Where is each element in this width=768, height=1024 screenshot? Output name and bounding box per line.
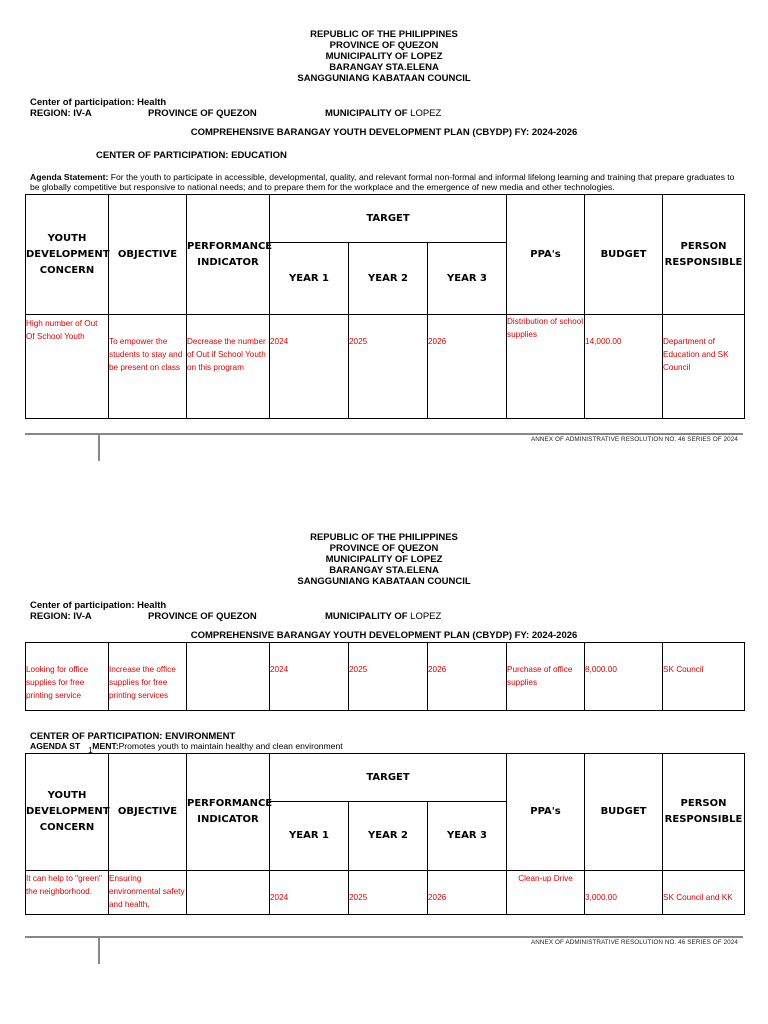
header-municipality: MUNICIPALITY OF LOPEZ (325, 554, 443, 565)
table-row (26, 643, 745, 711)
cell-ppas: Purchase of office supplies (507, 643, 585, 711)
cell-year2: 2025 (349, 643, 428, 711)
plan-title: COMPREHENSIVE BARANGAY YOUTH DEVELOPMENT PLAN (CBYDP) FY: 2024-2026 (190, 630, 578, 641)
agenda-statement-environment: AGENDA ST MENT:Promotes youth to maintain healthy and clean environment (30, 741, 343, 751)
header-municipality: MUNICIPALITY OF LOPEZ (325, 51, 443, 62)
cell-year3: 2026 (428, 643, 507, 711)
continued-table (25, 642, 745, 711)
cell-objective: Ensuring environmental safety and health, (109, 871, 187, 915)
col-year3: YEAR 3 (428, 802, 507, 871)
cell-person: SK Council (663, 643, 745, 711)
cell-year1: 2024 (270, 871, 349, 915)
section-title-environment: CENTER OF PARTICIPATION: ENVIRONMENT (30, 731, 236, 742)
cell-budget: 3,000.00 (585, 871, 663, 915)
footer-annex: ANNEX OF ADMINISTRATIVE RESOLUTION NO. 46 SERIES OF 2024 (530, 436, 738, 443)
footer-annex: ANNEX OF ADMINISTRATIVE RESOLUTION NO. 46 SERIES OF 2024 (530, 939, 738, 946)
plan-title: COMPREHENSIVE BARANGAY YOUTH DEVELOPMENT PLAN (CBYDP) FY: 2024-2026 (190, 127, 578, 138)
col-objective: OBJECTIVE (109, 195, 187, 315)
cell-indicator (187, 643, 270, 711)
cell-concern: Looking for office supplies for free printing service (26, 643, 109, 711)
col-year1: YEAR 1 (270, 243, 349, 315)
cell-year3: 2026 (428, 315, 507, 419)
cell-concern: It can help to "green" the neighborhood. (26, 871, 109, 915)
center-of-participation-label: Center of participation: Health (30, 600, 167, 611)
col-year2: YEAR 2 (349, 243, 428, 315)
col-ppas: PPA's (507, 195, 585, 315)
cell-budget: 8,000.00 (585, 643, 663, 711)
col-ppas: PPA's (507, 754, 585, 871)
agenda-statement-education: Agenda Statement: For the youth to participate in accessible, developmental, quality, and relevant formal non-formal and informal lifelong learning and training that prepare graduates to be globally competitive but responsive to national needs; and to prepare them for the workplace and the emergence of new media and other technologies. (30, 172, 735, 192)
col-person-responsible: PERSON RESPONSIBLE (663, 195, 745, 315)
municipality-label: MUNICIPALITY OF LOPEZ (325, 108, 442, 119)
cell-budget: 14,000.00 (585, 315, 663, 419)
col-target: TARGET (270, 195, 507, 243)
table-row (26, 871, 745, 915)
province-label: PROVINCE OF QUEZON (148, 108, 257, 119)
header-republic: REPUBLIC OF THE PHILIPPINES (310, 532, 458, 543)
cell-person: SK Council and KK (663, 871, 745, 915)
cell-year3: 2026 (428, 871, 507, 915)
col-objective: OBJECTIVE (109, 754, 187, 871)
col-budget: BUDGET (585, 195, 663, 315)
cell-ppas: Clean-up Drive (507, 871, 585, 915)
page-number: 1 (88, 745, 93, 755)
col-budget: BUDGET (585, 754, 663, 871)
cell-objective: To empower the students to stay and be present on class (109, 315, 187, 419)
cell-year1: 2024 (270, 643, 349, 711)
cell-person: Department of Education and SK Council (663, 315, 745, 419)
header-council: SANGGUNIANG KABATAAN COUNCIL (297, 73, 471, 84)
header-province: PROVINCE OF QUEZON (329, 543, 439, 554)
province-label: PROVINCE OF QUEZON (148, 611, 257, 622)
header-barangay: BARANGAY STA.ELENA (329, 62, 439, 73)
col-youth-concern: YOUTH DEVELOPMENT CONCERN (26, 754, 109, 871)
col-year1: YEAR 1 (270, 802, 349, 871)
header-province: PROVINCE OF QUEZON (329, 40, 439, 51)
cell-ppas: Distribution of school supplies (507, 315, 585, 419)
cell-year1: 2024 (270, 315, 349, 419)
section-title-education: CENTER OF PARTICIPATION: EDUCATION (96, 150, 287, 161)
cell-concern: High number of Out Of School Youth (26, 315, 109, 419)
page1-header (0, 29, 768, 84)
environment-table (25, 753, 745, 915)
footer-divider (25, 936, 743, 938)
cell-indicator (187, 871, 270, 915)
col-performance-indicator: PERFORMANCE INDICATOR (187, 195, 270, 315)
header-republic: REPUBLIC OF THE PHILIPPINES (310, 29, 458, 40)
region-label: REGION: IV-A (30, 108, 92, 119)
region-label: REGION: IV-A (30, 611, 92, 622)
footer-tick (98, 938, 100, 964)
col-youth-concern: YOUTH DEVELOPMENT CONCERN (26, 195, 109, 315)
col-person-responsible: PERSON RESPONSIBLE (663, 754, 745, 871)
footer-divider (25, 433, 743, 435)
col-performance-indicator: PERFORMANCE INDICATOR (187, 754, 270, 871)
cell-objective: Increase the office supplies for free printing services (109, 643, 187, 711)
header-barangay: BARANGAY STA.ELENA (329, 565, 439, 576)
table-row (26, 315, 745, 419)
header-council: SANGGUNIANG KABATAAN COUNCIL (297, 576, 471, 587)
footer-tick (98, 435, 100, 461)
municipality-label: MUNICIPALITY OF LOPEZ (325, 611, 442, 622)
center-of-participation-label: Center of participation: Health (30, 97, 167, 108)
col-target: TARGET (270, 754, 507, 802)
cell-year2: 2025 (349, 871, 428, 915)
page2-header (0, 532, 768, 587)
col-year2: YEAR 2 (349, 802, 428, 871)
education-table (25, 194, 745, 419)
cell-indicator: Decrease the number of Out if School Youth on this program (187, 315, 270, 419)
cell-year2: 2025 (349, 315, 428, 419)
col-year3: YEAR 3 (428, 243, 507, 315)
